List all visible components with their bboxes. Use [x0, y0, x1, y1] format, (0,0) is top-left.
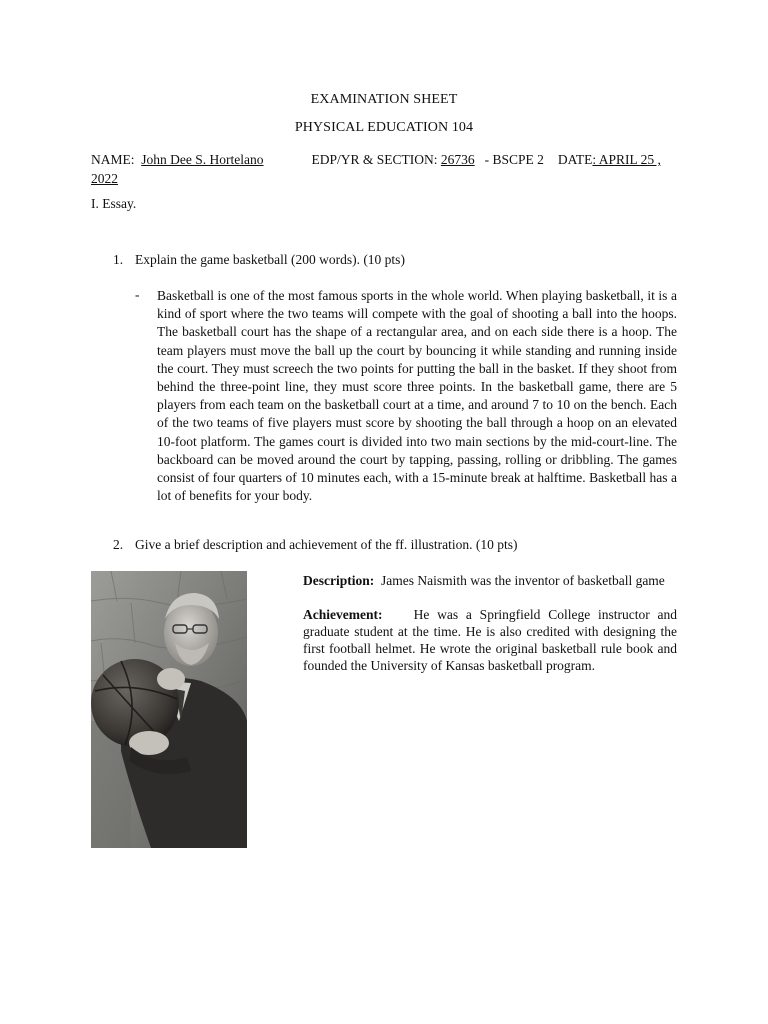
- achievement-text: He was a Springfield College instructor and graduate student at the time. He is also credited with designing the first football helmet. He wrote the original basketball rule book and founded the University of Kansas basketball program.: [303, 607, 677, 673]
- question-1-number: 1.: [113, 252, 124, 267]
- question-1-text: Explain the game basketball (200 words). (10 pts): [135, 252, 405, 267]
- date-value: : APRIL 25 , 2022: [91, 152, 661, 186]
- question-2: [113, 537, 673, 557]
- achievement-label: Achievement:: [303, 607, 383, 622]
- question-2-number: 2.: [113, 537, 124, 552]
- question-1-answer: Basketball is one of the most famous sports in the whole world. When playing basketball, it is a kind of sport where the two teams will compete with the goal of shooting a ball into the hoops. The basketball court has the shape of a rectangular area, and on each side there is a hoop. The team players must move the ball up the court by bouncing it while standing and running inside the court. They must screech the two points for putting the ball in the basket. If they shoot from behind the three-point line, they must score three points. In the basketball game, there are 5 players from each team on the basketball court at a time, and around 7 to 10 on the bench. Each of the two teams of five players must score by shooting the ball through a hoop on an elevated 10-foot platform. The games court is divided into two main sections by the mid-court-line. The backboard can be moved around the court by tapping, passing, rolling or dribbling. The games consist of four quarters of 10 minutes each, with a 15-minute break at halftime. Basketball has a lot of benefits for your body.: [157, 288, 677, 504]
- document-title: EXAMINATION SHEET: [310, 92, 458, 107]
- name-value: John Dee S. Hortelano: [141, 152, 264, 167]
- section-value: - BSCPE 2: [484, 152, 544, 167]
- description-label: Description:: [303, 573, 375, 588]
- achievement-block: [303, 606, 677, 674]
- description-block: [303, 572, 677, 589]
- description-text: James Naismith was the inventor of basketball game: [381, 573, 665, 588]
- answer-bullet: -: [135, 287, 140, 302]
- question-2-text: Give a brief description and achievement of the ff. illustration. (10 pts): [135, 537, 518, 552]
- section-heading: I. Essay.: [91, 196, 137, 211]
- edp-value: 26736: [440, 152, 475, 167]
- edp-label: EDP/YR & SECTION:: [311, 152, 438, 167]
- name-label: NAME:: [91, 152, 135, 167]
- subject-title: PHYSICAL EDUCATION 104: [294, 120, 474, 135]
- date-label: DATE: [557, 152, 593, 167]
- student-info-line: [91, 150, 691, 188]
- james-naismith-photo: [91, 571, 247, 848]
- question-1: [113, 252, 673, 272]
